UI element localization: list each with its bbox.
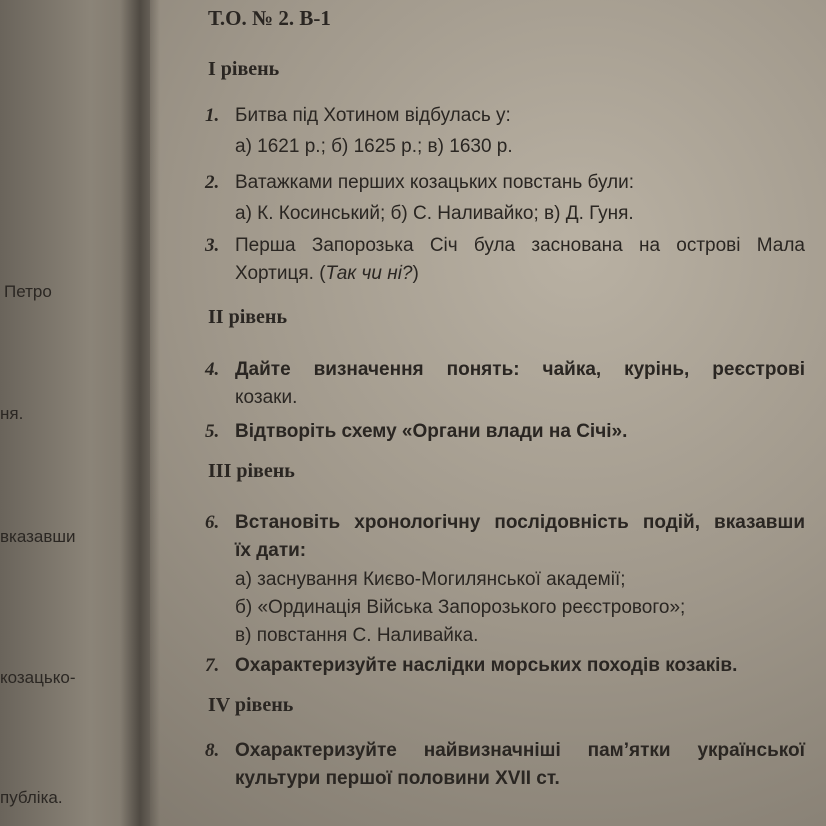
question-number: 5. [205, 421, 220, 442]
question-option-c: в) повстання С. Наливайка. [235, 625, 479, 646]
question-8 [205, 738, 805, 791]
question-1 [205, 103, 805, 159]
question-text-line-1: Дайте визначення понять: чайка, курінь, реєстрові [235, 359, 805, 380]
question-text: Охарактеризуйте наслідки морських походів козаків. [235, 655, 738, 676]
question-number: 1. [205, 105, 220, 126]
question-2 [205, 170, 805, 226]
question-number: 4. [205, 359, 220, 380]
question-text: Ватажками перших козацьких повстань були: [235, 172, 635, 193]
question-text-end: ) [412, 263, 419, 284]
question-option-b: б) «Ординація Війська Запорозького реєстрового»; [235, 597, 686, 618]
question-6 [205, 510, 805, 648]
question-5 [205, 419, 805, 444]
question-options: а) К. Косинський; б) С. Наливайко; в) Д. Гуня. [235, 203, 634, 224]
question-number: 3. [205, 235, 220, 256]
question-3 [205, 233, 805, 286]
question-options: а) 1621 р.; б) 1625 р.; в) 1630 р. [235, 136, 513, 157]
level-heading-1: I рівень [208, 58, 280, 80]
left-fragment-1: Петро [4, 282, 52, 301]
level-heading-3: III рівень [208, 460, 295, 482]
left-fragment-3: вказавши [0, 527, 76, 546]
question-number: 6. [205, 512, 220, 533]
left-fragment-5: публіка. [0, 788, 63, 807]
question-text-line-2 [235, 261, 805, 286]
question-text-line-1: Охарактеризуйте найвизначніші пам’ятки української [235, 740, 805, 761]
book-fold [120, 0, 160, 826]
question-number: 2. [205, 172, 220, 193]
question-text: Відтворіть схему «Органи влади на Січі». [235, 421, 628, 442]
question-text-line-1: Перша Запорозька Січ була заснована на острові Мала [235, 235, 805, 256]
question-text-line-2: козаки. [235, 387, 298, 408]
question-text-line-2: їх дати: [235, 540, 307, 561]
question-number: 8. [205, 740, 220, 761]
level-heading-4: IV рівень [208, 694, 294, 716]
question-text-line-2: культури першої половини XVII ст. [235, 768, 560, 789]
left-fragment-2: ня. [0, 404, 24, 423]
question-4 [205, 357, 805, 410]
left-fragment-4: козацько- [0, 668, 76, 687]
question-number: 7. [205, 655, 220, 676]
test-title: Т.О. № 2. В-1 [208, 6, 331, 30]
question-option-a: а) заснування Києво-Могилянської академії; [235, 569, 626, 590]
question-text: Битва під Хотином відбулась у: [235, 105, 511, 126]
question-hint: Так чи ні? [325, 263, 413, 284]
level-heading-2: II рівень [208, 306, 288, 328]
question-7 [205, 653, 805, 678]
question-text-start: Хортиця. ( [235, 263, 326, 284]
question-text-line-1: Встановіть хронологічну послідовність подій, вказавши [235, 512, 805, 533]
